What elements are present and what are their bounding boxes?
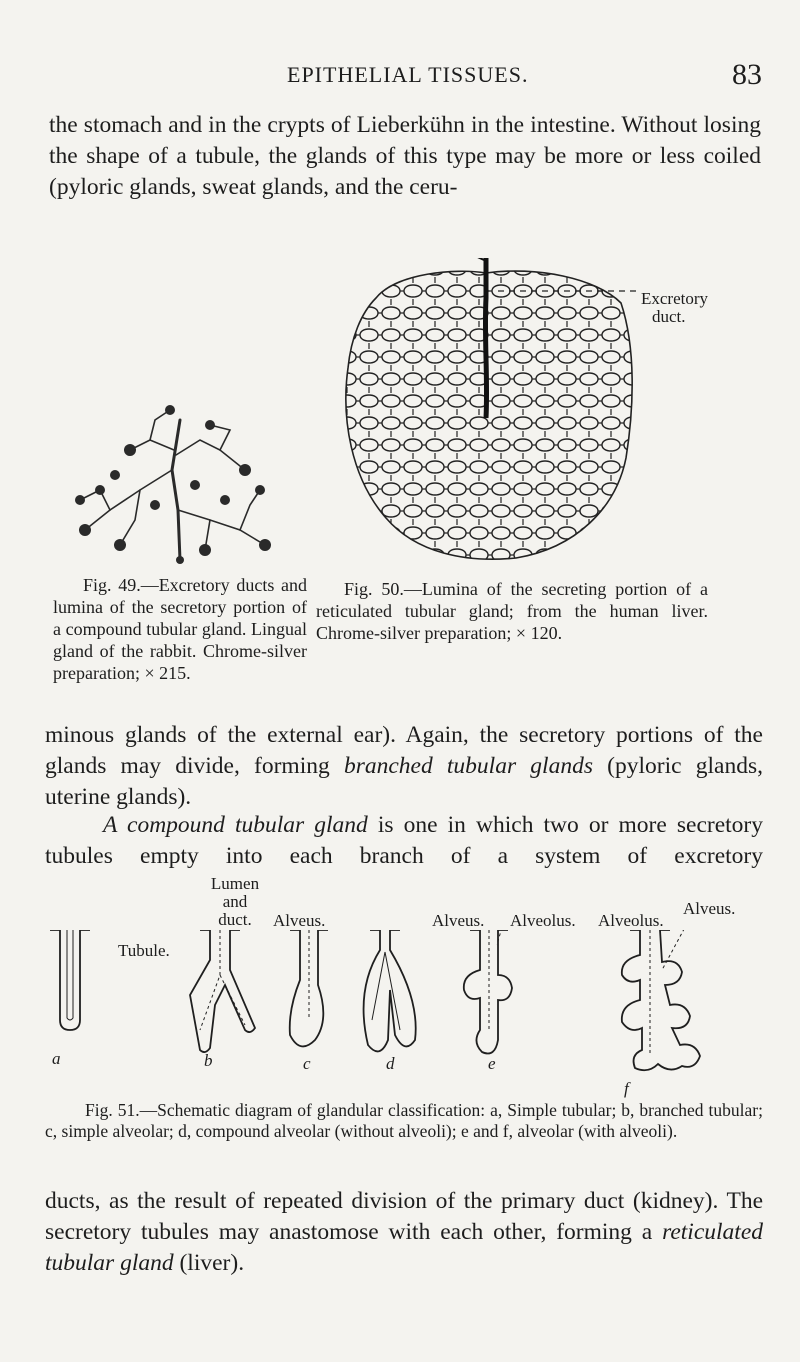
figure-51-schematic-diagram (50, 930, 750, 1080)
running-header (0, 58, 800, 102)
excretory-label-line-1: Excretory (641, 289, 709, 308)
p3-text-b: is one in which two or more secretory tubules empty into each branch of a system of excretory (45, 812, 763, 869)
figure-51-letter-c: c (303, 1054, 311, 1073)
p2-emphasis: branched tubular glands (343, 753, 593, 779)
figure-51-letter-d: d (386, 1054, 395, 1073)
figure-51-alveus-label-b: Alveus. (273, 911, 326, 930)
figure-51-alveolus-label-e: Alveolus. (510, 911, 576, 930)
figure-51-lumen-label (205, 875, 265, 929)
running-title: EPITHELIAL TISSUES. (287, 62, 529, 87)
lumen-label-line-1: Lumen (210, 874, 260, 893)
figure-51-letter-f: f (624, 1079, 629, 1098)
diagram-d-compound-alveolar (364, 930, 416, 1051)
figure-51-letter-a: a (52, 1049, 61, 1068)
paragraph-compound-tubular (45, 810, 763, 872)
figure-50-liver-illustration (336, 258, 636, 568)
paragraph-continued: the stomach and in the crypts of Lieberkühn in the intestine. Without losing the shape of a tubule, the glands of this type may be more or less coiled (pyloric glands, sweat glands, and the ceru- (49, 112, 761, 200)
diagram-c-simple-alveolar (290, 930, 328, 1046)
lumen-label-line-3: duct. (218, 910, 252, 929)
page-number: 83 (732, 58, 762, 91)
diagram-b-branched-tubular (190, 930, 255, 1052)
figure-50-excretory-label (641, 290, 751, 326)
p4-text-b: (liver). (173, 1250, 245, 1276)
figure-50-caption: Fig. 50.—Lumina of the secreting portion of a reticulated tubular gland; from the human liver. Chrome-silver preparation; × 120. (316, 579, 708, 643)
figure-51-alveus-label-f: Alveus. (683, 899, 736, 918)
figure-51-alveolus-label-f: Alveolus. (598, 911, 664, 930)
lumen-label-line-2: and (222, 892, 248, 911)
figure-51-alveus-label-d: Alveus. (432, 911, 485, 930)
p2-text-a: minous glands of the external ear). Again, the secretory portions of the glands may divide, forming (45, 722, 763, 779)
figure-51-caption: Fig. 51.—Schematic diagram of glandular classification: a, Simple tubular; b, branched tubular; c, simple alveolar; d, compound alveolar (without alveoli); e and f, alveolar (with alveoli). (45, 1100, 763, 1141)
p3-emphasis: A compound tubular gland (103, 812, 368, 838)
figure-51-tubule-label: Tubule. (118, 941, 170, 960)
p4-text-a: ducts, as the result of repeated division of the primary duct (kidney). The secretory tubules may anastomose with each other, forming a (45, 1188, 763, 1245)
p2-text-b: (pyloric glands, uterine glands). (45, 753, 764, 810)
figure-51-letter-e: e (488, 1054, 496, 1073)
diagram-e-alveolar-with-alveoli (464, 930, 512, 1054)
figure-49-gland-illustration (60, 380, 275, 570)
diagram-f-alveolar-compound (622, 930, 700, 1070)
figure-51-letter-b: b (204, 1051, 213, 1070)
diagram-a-simple-tubular (50, 930, 90, 1030)
p4-emphasis: reticulated tubular gland (45, 1219, 763, 1276)
paragraph-reticulated (45, 1186, 763, 1279)
excretory-label-line-2: duct. (652, 307, 686, 326)
paragraph-branched-tubular (45, 720, 763, 813)
figure-49-caption: Fig. 49.—Excretory ducts and lumina of the secretory portion of a compound tubular gland. Lingual gland of the rabbit. Chrome-silver preparation; × 215. (53, 575, 307, 683)
